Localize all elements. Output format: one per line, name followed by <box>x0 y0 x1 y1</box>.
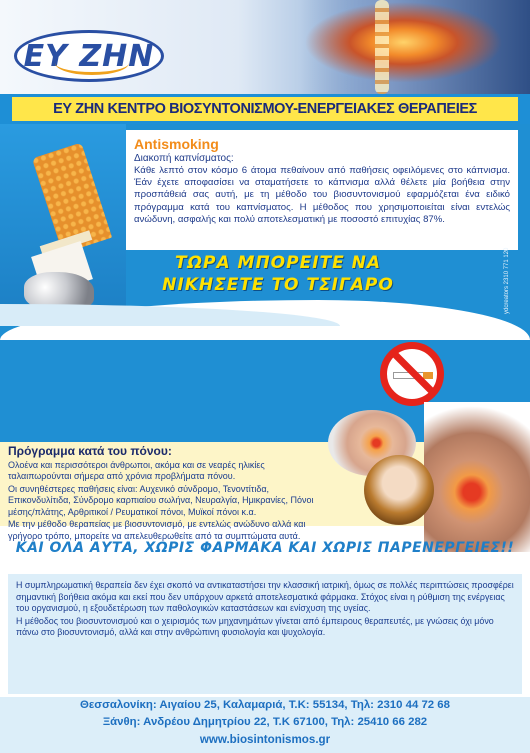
pain-heading: Πρόγραμμα κατά του πόνου: <box>8 444 172 458</box>
website-link[interactable]: www.biosintonismos.gr <box>199 733 331 746</box>
info-paragraph-2: Η μέθοδος του βιοσυντονισμού και ο χειρισμός των μηχανημάτων γίνεται από έμπειρους θεραπευτές, με γνώσεις όχι μόνο πάνω στο βιοσυντονισμό, αλλά και στην ανθρώπινη φυσιολογία και ψυχολογία. <box>16 615 494 638</box>
header-banner <box>0 0 530 94</box>
antismoking-slogan <box>128 252 428 296</box>
logo-text: ΕΥ ΖΗΝ <box>23 38 155 74</box>
logo-swoosh <box>55 51 129 75</box>
pain-paragraph-1: Ολοένα και περισσότεροι άνθρωποι, ακόμα και σε νεαρές ηλικίες ταλαιπωρούνται σήμερα από χρόνια προβλήματα πόνου. <box>8 460 265 482</box>
title-band <box>0 94 530 124</box>
slogan-line-1: ΤΩΡΑ ΜΠΟΡΕΙΤΕ ΝΑ <box>174 253 382 273</box>
contact-thessaloniki: Θεσσαλονίκη: Αιγαίου 25, Καλαμαριά, Τ.Κ: 55134, Τηλ: 2310 44 72 68 <box>80 699 450 711</box>
pain-paragraph-2: Οι συνηθέστερες παθήσεις είναι: Αυχενικό σύνδρομο, Τενοντίτιδα, Επικονδυλίτιδα, Σύνδρομο καρπιαίου σωλήνα, Νευραλγία, Ημικρανίες, Πόνοι μέσης/πλάτης, Αρθριτικοί / Ρευματικοί πόνοι, Μυϊκοί πόνοι κ.α. <box>8 484 314 517</box>
antismoking-heading: Antismoking <box>134 136 219 152</box>
back-pain-photo <box>424 402 530 552</box>
info-paragraph-1: Η συμπληρωματική θεραπεία δεν έχει σκοπό να αντικαταστήσει την κλασσική ιατρική, όμως σε πολλές περιπτώσεις προσφέρει σημαντική βοήθεια ακόμα και εκεί που δεν υπάρχουν αρκετά αποτελεσματικά φάρμακα. Στόχος είναι η ρύθμιση της ενέργειας του οργανισμού, η εξουδετέρωση των παθολογικών καταστάσεων και ενίσχυση της υγείας. <box>16 580 514 614</box>
no-drugs-headline: ΚΑΙ ΟΛΑ ΑΥΤΑ, ΧΩΡΙΣ ΦΑΡΜΑΚΑ ΚΑΙ ΧΩΡΙΣ ΠΑΡΕΝΕΡΓΕΙΕΣ!! <box>15 540 515 556</box>
headache-photo <box>364 455 434 525</box>
info-box <box>8 574 522 694</box>
slogan-line-2: ΝΙΚΗΣΕΤΕ ΤΟ ΤΣΙΓΑΡΟ <box>162 275 394 295</box>
pain-body <box>8 460 320 542</box>
pain-text-block <box>8 444 320 544</box>
spine-graphic <box>375 0 389 94</box>
brand-logo <box>14 30 164 82</box>
contact-xanthi: Ξάνθη: Ανδρέου Δημητρίου 22, Τ.Κ 67100, Τηλ: 25410 66 282 <box>102 716 428 728</box>
antismoking-text-box <box>126 130 518 250</box>
antismoking-subheading: Διακοπή καπνίσματος: <box>134 153 234 164</box>
side-credit: ydcreators 2310 771 120 <box>504 247 510 314</box>
back-pain-image <box>300 0 530 94</box>
no-smoking-icon <box>380 342 444 406</box>
antismoking-body: Κάθε λεπτό στον κόσμο 6 άτομα πεθαίνουν από παθήσεις οφειλόμενες στο κάπνισμα. Έάν έχετε αποφασίσει να σταματήσετε το κάπνισμα αλλά θέλετε μία βοήθεια στην προσπάθειά σας αυτή, με τη μέθοδο του βιοσυντονισμού εφαρμόζεται ένα ειδικό πρόγραμμα κατά του καπνίσματος. Η μέθοδος που χρησιμοποιείται είναι εντελώς ανώδυνη, ασφαλής και πολύ αποτελεσματική με ποσοστό επιτυχίας 87%. <box>134 165 510 225</box>
pain-paragraph-3: Με την μέθοδο θεραπείας με βιοσυντονισμό, με εντελώς ανώδυνο αλλά και γρήγορο τρόπο, μπορείτε να απελευθερωθείτε από τα συμπτώματα αυτά. <box>8 519 306 541</box>
contact-footer <box>0 697 530 753</box>
page-title: ΕΥ ΖΗΝ ΚΕΝΤΡΟ ΒΙΟΣΥΝΤΟΝΙΣΜΟΥ-ΕΝΕΡΓΕΙΑΚΕΣ ΘΕΡΑΠΕΙΕΣ <box>12 97 518 121</box>
